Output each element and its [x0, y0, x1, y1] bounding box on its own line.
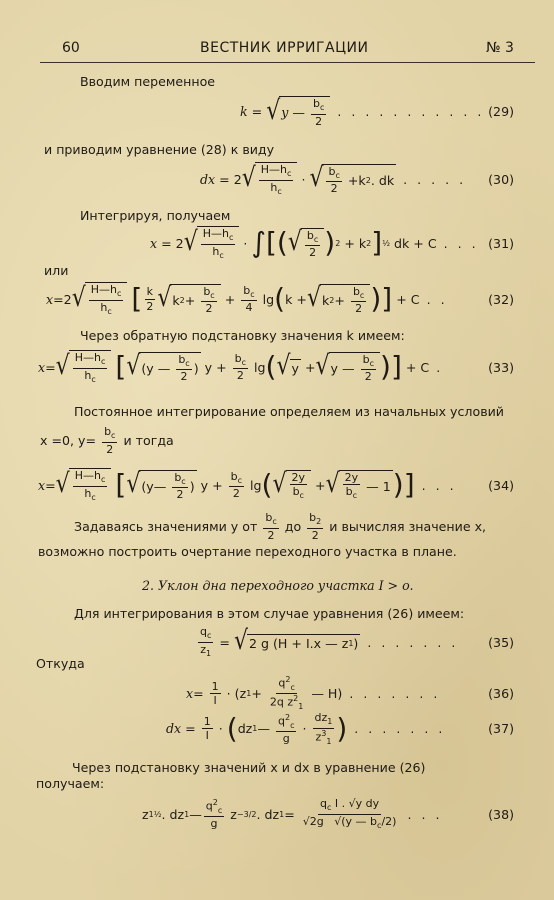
paragraph-reverse-substitution: Через обратную подстановку значения k имеем: [80, 328, 405, 343]
paragraph-reduce-equation: и приводим уравнение (28) к виду [44, 142, 275, 157]
equation-number-32: (32) [488, 291, 514, 307]
paragraph-integration-case: Для интегрирования в этом случае уравнения (26) имеем: [74, 606, 465, 621]
page-number: 60 [62, 40, 80, 56]
equation-number-29: (29) [488, 104, 514, 120]
equation-34: x = √ $\frac{H—h_c}{h_c}$ [ √ (y— $\frac{b_c}{2}$ ) y + $\frac{b_c}{2}$ lg ( √ $\frac{2y}{b_c}$ + √ $\frac{2y}{b_c}$ — 1 ) ] . . . (34) [38, 468, 514, 502]
equation-36: x = $\frac{1}{I}$ · (z 1 + $\frac{q^2_c}{2q z^2_1}$ — H) . . . . . . . (36) [186, 675, 514, 712]
equation-number-35: (35) [488, 634, 514, 650]
header-rule [40, 62, 535, 63]
equation-number-33: (33) [488, 359, 514, 375]
equation-number-37: (37) [488, 721, 514, 737]
equation-29: k = √ y — $\frac{b_c}{2}$ . . . . . . . . . . . (29) [240, 95, 514, 128]
equation-33: x = √ $\frac{H—h_c}{h_c}$ [ √ (y — $\frac{b_c}{2}$ ) y + $\frac{b_c}{2}$ lg ( √ y + √ y — $\frac{b_c}{2}$ ) ] + C . (33) [38, 350, 514, 384]
word-or: или [44, 263, 69, 278]
journal-title: ВЕСТНИК ИРРИГАЦИИ [200, 40, 369, 56]
page-header [0, 40, 554, 62]
section-heading: 2. Уклон дна переходного участка I > o. [142, 578, 414, 593]
paragraph-setting-values: Задаваясь значениями y от $\frac{b_c}{2}$ до $\frac{b_2}{2}$ и вычисляя значение x, [74, 511, 487, 542]
setting-values-text-3: и вычисляя значение x, [329, 519, 487, 535]
equation-32: x =2 √ $\frac{H—h_c}{h_c}$ [ $\frac{k}{2}$ √ k 2 + $\frac{b_c}{2}$ + $\frac{b_c}{4}$ lg ( k + √ k 2 + $\frac{b_c}{2}$ ) ] + C . . (32) [46, 282, 514, 316]
paragraph-introduce-variable: Вводим переменное [80, 74, 216, 89]
and-then-text: и тогда [123, 433, 174, 449]
setting-values-text-1: Задаваясь значениями y от [74, 519, 258, 535]
setting-values-text-2: до [284, 519, 302, 535]
paragraph-construct-outline: возможно построить очертание переходного участка в плане. [38, 544, 457, 559]
paragraph-integrating: Интегрируя, получаем [80, 208, 231, 223]
equation-number-36: (36) [488, 686, 514, 702]
paragraph-constant-integration: Постоянное интегрирование определяем из начальных условий [74, 404, 504, 419]
word-whence: Откуда [36, 656, 85, 671]
equation-35: $\frac{q_c}{z_1}$ = √ 2 g (H + I.x — z 1 ) . . . . . . . (35) [200, 625, 514, 658]
equation-37: dx = $\frac{1}{I}$ · ( dz 1 — $\frac{q^2_c}{g}$ · $\frac{dz_1}{z^3_1}$ ) . . . . . . . (37) [166, 711, 514, 746]
equation-31: x = 2 √ $\frac{H—h_c}{h_c}$ · ∫ [ ( √ $\frac{b_c}{2}$ ) 2 + k 2 ] ½ dk + C . . . (31) [150, 226, 514, 260]
paragraph-substitution: Через подстановку значений x и dx в уравнение (26) [72, 760, 426, 775]
equation-number-31: (31) [488, 235, 514, 251]
equation-number-30: (30) [488, 171, 514, 187]
equation-30: dx = 2 √ $\frac{H—h_c}{h_c}$ · √ $\frac{b_c}{2}$ +k 2 . dk . . . . . (30) [200, 163, 514, 196]
issue-number: № 3 [486, 40, 514, 56]
word-we-get: получаем: [36, 776, 105, 791]
equation-number-34: (34) [488, 477, 514, 493]
equation-38: z 1 ½ . dz 1 — $\frac{q^2_c}{g}$ z −3/2 . dz 1 = $\frac{q_c I . √y dy}{√2g √(y — b_c/2)}$ . . . (38) [142, 797, 514, 830]
initial-condition-text: x =0, y= [40, 433, 97, 449]
equation-number-38: (38) [488, 806, 514, 822]
initial-conditions: x =0, y= $\frac{b_c}{2}$ и тогда [40, 425, 174, 456]
